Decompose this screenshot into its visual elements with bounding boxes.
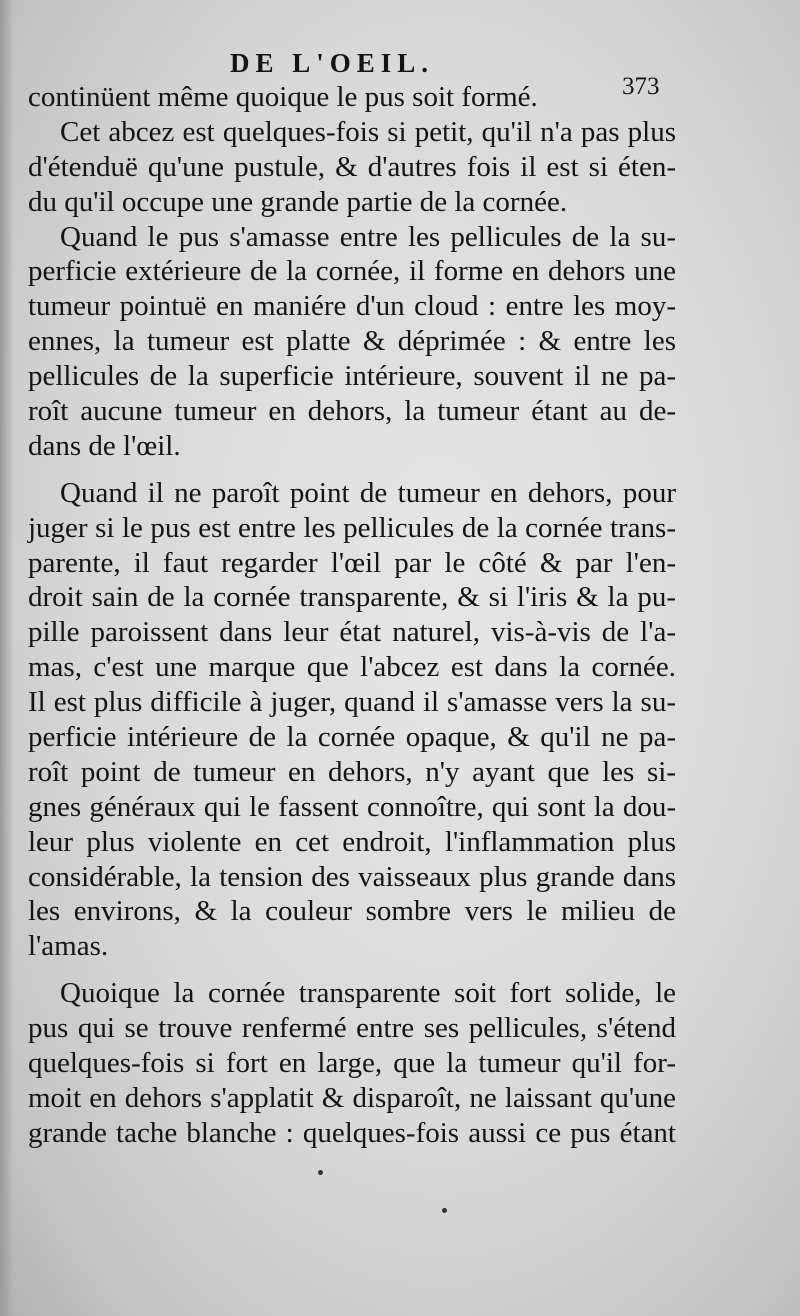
paragraph xyxy=(28,80,676,115)
ink-speck xyxy=(318,1170,323,1175)
text-line: grande tache blanche : quelques-fois aussi ce pus étant xyxy=(28,1116,676,1149)
text-line: les environs, & la couleur sombre vers le milieu de xyxy=(28,895,676,928)
text-line: pus qui se trouve renfermé entre ses pellicules, s'étend xyxy=(28,1012,676,1045)
text-line: juger si le pus est entre les pellicules de la cornée trans- xyxy=(28,511,676,544)
text-line: ennes, la tumeur est platte & déprimée : & entre les xyxy=(28,325,676,358)
text-line: dans de l'œil. xyxy=(28,429,181,462)
paragraph-gap xyxy=(28,464,676,476)
text-line: droit sain de la cornée transparente, & si l'iris & la pu- xyxy=(28,581,676,614)
text-line: perficie intérieure de la cornée opaque, & qu'il ne pa- xyxy=(28,721,676,754)
text-line: gnes généraux qui le fassent connoître, qui sont la dou- xyxy=(28,790,676,823)
paragraph-gap xyxy=(28,964,676,976)
paragraph xyxy=(28,220,676,464)
text-line: considérable, la tension des vaisseaux plus grande dans xyxy=(28,860,676,893)
paragraph xyxy=(28,976,676,1150)
text-line: Cet abcez est quelques-fois si petit, qu'il n'a pas plus xyxy=(60,115,676,148)
text-line: d'étenduë qu'une pustule, & d'autres fois il est si éten- xyxy=(28,150,676,183)
text-line: roît aucune tumeur en dehors, la tumeur étant au de- xyxy=(28,395,676,428)
text-line: parente, il faut regarder l'œil par le côté & par l'en- xyxy=(28,546,676,579)
page-text xyxy=(28,80,676,1151)
text-line: l'amas. xyxy=(28,930,109,963)
page-number: 373 xyxy=(622,73,660,100)
text-line: pille paroissent dans leur état naturel, vis-à-vis de l'a- xyxy=(28,616,676,649)
text-line: Quand le pus s'amasse entre les pellicules de la su- xyxy=(60,220,676,253)
text-line: du qu'il occupe une grande partie de la cornée. xyxy=(28,185,568,218)
text-line: tumeur pointuë en maniére d'un cloud : entre les moy- xyxy=(28,290,676,323)
text-line: leur plus violente en cet endroit, l'inflammation plus xyxy=(28,825,676,858)
paragraph xyxy=(28,115,676,220)
text-line: pellicules de la superficie intérieure, souvent il ne pa- xyxy=(28,360,676,393)
paragraph xyxy=(28,476,676,964)
running-title: DE L'OEIL. xyxy=(230,48,435,78)
text-line: roît point de tumeur en dehors, n'y ayant que les si- xyxy=(28,755,676,788)
text-line: Quand il ne paroît point de tumeur en dehors, pour xyxy=(60,476,676,509)
text-line: continüent même quoique le pus soit formé. xyxy=(28,81,538,113)
text-line: mas, c'est une marque que l'abcez est dans la cornée. xyxy=(28,651,676,684)
text-line: Il est plus difficile à juger, quand il s'amasse vers la su- xyxy=(28,686,676,719)
text-line: moit en dehors s'applatit & disparoît, ne laissant qu'une xyxy=(28,1081,676,1114)
ink-speck xyxy=(442,1208,447,1213)
text-line: perficie extérieure de la cornée, il forme en dehors une xyxy=(28,255,676,288)
text-line: Quoique la cornée transparente soit fort solide, le xyxy=(60,977,676,1010)
text-line: quelques-fois si fort en large, que la tumeur qu'il for- xyxy=(28,1047,676,1080)
